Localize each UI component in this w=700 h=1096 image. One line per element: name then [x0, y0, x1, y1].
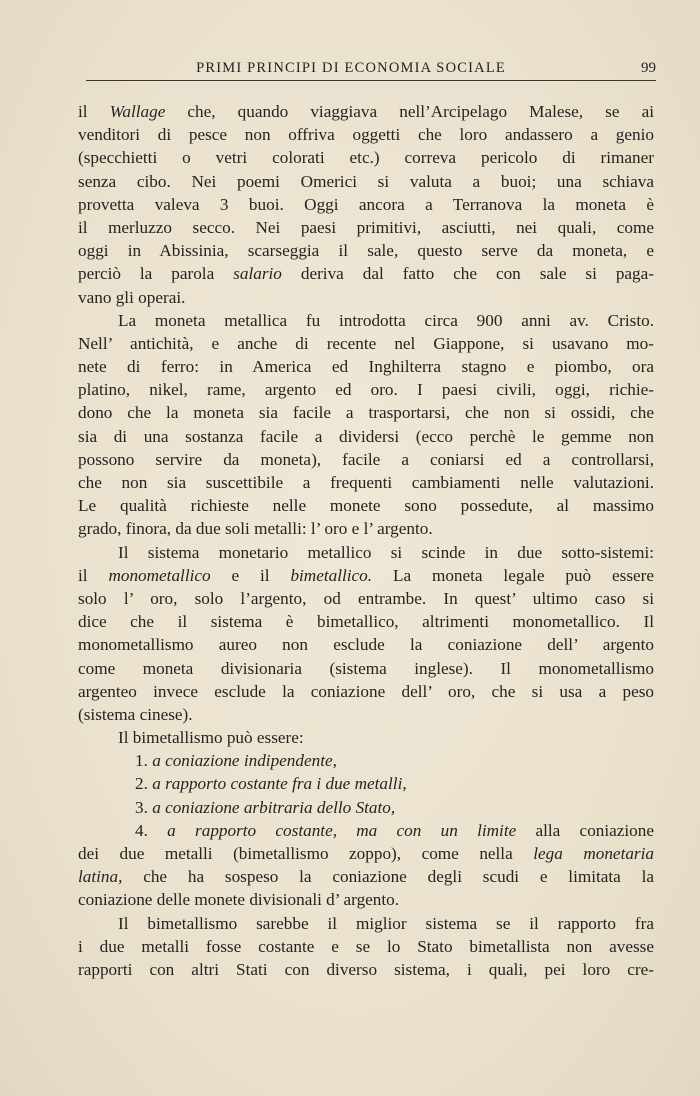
text-line [78, 146, 654, 169]
text-line [78, 564, 654, 587]
text-run: venditori di pesce non offriva oggetti che loro andassero a genio [78, 125, 654, 145]
text-run: (sistema cinese). [78, 704, 193, 724]
text-run: dice che il sistema è bimetallico, altrimenti monometallico. Il [78, 612, 654, 632]
text-line [78, 587, 654, 610]
text-line [78, 865, 654, 888]
text-line [78, 471, 654, 494]
list-item [78, 796, 654, 819]
text-line [78, 958, 654, 981]
text-run: Il bimetallismo sarebbe il miglior sistema se il rapporto fra [118, 913, 654, 933]
page-number: 99 [641, 60, 656, 76]
text-run: rapporti con altri Stati con diverso sistema, i quali, pei loro cre- [78, 959, 654, 979]
text-run: e il [210, 565, 291, 585]
text-run: sia di una sostanza facile a dividersi (ecco perchè le gemme non [78, 426, 654, 446]
text-line [78, 123, 654, 146]
text-run: oggi in Abissinia, scarseggia il sale, questo serve da moneta, e [78, 241, 654, 261]
italic-run: lega monetaria [533, 844, 654, 863]
text-run: vano gli operai. [78, 287, 186, 307]
text-line [78, 935, 654, 958]
text-run: La moneta legale può essere [372, 565, 654, 585]
italic-run: Wallage [109, 102, 166, 121]
text-run: Le qualità richieste nelle monete sono possedute, al massimo [78, 496, 654, 516]
italic-run: monometallico [108, 565, 211, 585]
text-line [78, 378, 654, 401]
text-run: 2. [135, 774, 153, 794]
text-run: Il bimetallismo può essere: [118, 728, 304, 748]
text-run: alla coniazione [516, 820, 655, 840]
text-line [78, 239, 654, 262]
text-run: che non sia suscettibile a frequenti cambiamenti nelle valutazioni. [78, 473, 654, 492]
text-run: (specchietti o vetri colorati etc.) correva pericolo di rimaner [78, 148, 654, 168]
text-line [78, 193, 654, 216]
text-run: il [78, 102, 110, 121]
italic-run: a rapporto costante, ma con un limite [167, 820, 517, 840]
text-line [78, 680, 654, 703]
text-run: Il sistema monetario metallico si scinde in due sotto-sistemi: [118, 542, 654, 562]
text-line [78, 494, 654, 517]
italic-run: bimetallico. [290, 565, 373, 585]
text-run: il [78, 565, 109, 585]
text-line [78, 355, 654, 378]
body-text [78, 100, 654, 981]
text-line [78, 657, 654, 680]
text-run: 4. [135, 820, 168, 840]
text-run: provetta valeva 3 buoi. Oggi ancora a Terranova la moneta è [78, 194, 654, 214]
text-line [78, 401, 654, 424]
text-run: perciò la parola [78, 264, 234, 284]
text-run: come moneta divisionaria (sistema inglese). Il monometallismo [78, 658, 654, 678]
text-run: argenteo invece esclude la coniazione dell’ oro, che si usa a peso [78, 681, 654, 701]
list-item [78, 819, 654, 842]
text-line [78, 633, 654, 656]
text-run: senza cibo. Nei poemi Omerici si valuta a buoi; una schiava [78, 171, 654, 191]
text-run: grado, finora, da due soli metalli: l’ oro e l’ argento. [78, 519, 433, 539]
text-line [78, 726, 654, 749]
list-item [78, 749, 654, 772]
running-head [86, 58, 656, 81]
text-run: Nell’ antichità, e anche di recente nel Giappone, si usavano mo- [78, 333, 654, 353]
italic-run: latina, [78, 867, 123, 887]
text-line [78, 541, 654, 564]
text-line [78, 262, 654, 285]
italic-run: a coniazione arbitraria dello Stato, [152, 797, 396, 817]
text-line [78, 332, 654, 355]
text-run: possono servire da moneta), facile a coniarsi ed a controllarsi, [78, 449, 654, 469]
text-line [78, 888, 654, 911]
text-run: il merluzzo secco. Nei paesi primitivi, asciutti, nei quali, come [78, 217, 654, 237]
text-run: nete di ferro: in America ed Inghilterra stagno e piombo, ora [78, 357, 654, 377]
text-line [78, 100, 654, 123]
text-run: 1. [135, 751, 153, 771]
text-run: monometallismo aureo non esclude la coniazione dell’ argento [78, 635, 654, 655]
running-title: PRIMI PRINCIPI DI ECONOMIA SOCIALE [196, 60, 506, 76]
text-line [78, 448, 654, 471]
text-run: deriva dal fatto che con sale si paga- [281, 264, 654, 284]
text-run: dei due metalli (bimetallismo zoppo), come nella [78, 844, 534, 863]
text-line [78, 170, 654, 193]
text-run: 3. [135, 797, 153, 817]
text-run: che ha sospeso la coniazione degli scudi e limitata la [122, 867, 654, 887]
text-line [78, 309, 654, 332]
text-line [78, 703, 654, 726]
text-line [78, 610, 654, 633]
text-line [78, 842, 654, 865]
text-run: che, quando viaggiava nell’Arcipelago Malese, se ai [165, 102, 654, 121]
text-run: coniazione delle monete divisionali d’ argento. [78, 890, 400, 910]
text-line [78, 216, 654, 239]
list-item [78, 772, 654, 795]
text-run: platino, nikel, rame, argento ed oro. I paesi civili, oggi, richie- [78, 380, 654, 400]
italic-run: a rapporto costante fra i due metalli, [152, 774, 407, 794]
text-line [78, 517, 654, 540]
text-run: La moneta metallica fu introdotta circa 900 anni av. Cristo. [118, 310, 654, 330]
text-line [78, 286, 654, 309]
italic-run: salario [233, 264, 282, 284]
italic-run: a coniazione indipendente, [152, 751, 337, 771]
text-run: solo l’ oro, solo l’argento, od entrambe. In quest’ ultimo caso si [78, 588, 654, 608]
text-line [78, 912, 654, 935]
text-run: i due metalli fosse costante e se lo Stato bimetallista non avesse [78, 936, 654, 956]
text-line [78, 425, 654, 448]
text-run: dono che la moneta sia facile a trasportarsi, che non si ossidi, che [78, 403, 654, 423]
